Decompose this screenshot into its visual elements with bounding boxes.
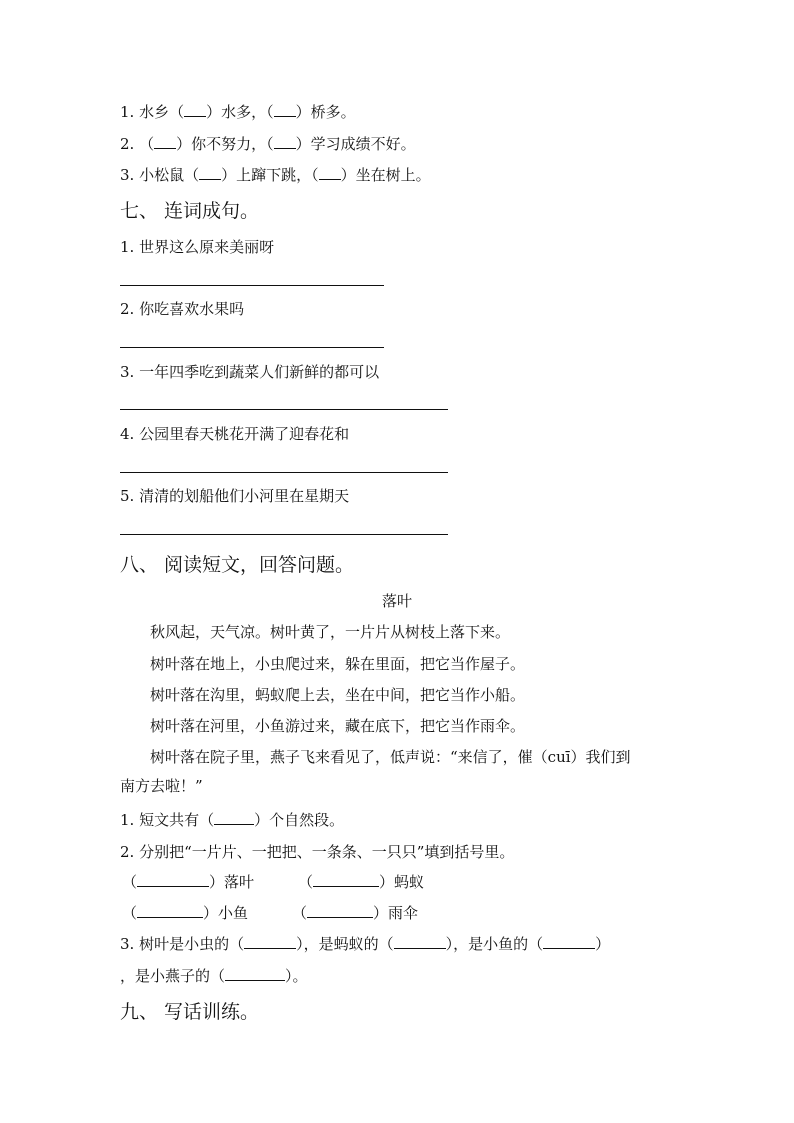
sentence-prompt-1: 1. 世界这么原来美丽呀: [120, 238, 275, 256]
reading-question-3-cont: [120, 966, 308, 986]
q2-item-2: [298, 872, 424, 892]
question-text: 1. 短文共有（: [120, 811, 215, 829]
fill-question-1: [120, 102, 356, 122]
section-8-heading: 八、 阅读短文，回答问题。: [120, 554, 355, 576]
answer-blank[interactable]: [137, 872, 209, 887]
item-text: ）雨伞: [373, 904, 419, 922]
question-number: 1.: [120, 103, 135, 121]
passage-paragraph: 树叶落在河里，小鱼游过来，藏在底下，把它当作雨伞。: [150, 717, 526, 735]
item-text: ）蚂蚁: [379, 873, 425, 891]
item-text: ）小鱼: [203, 904, 249, 922]
passage-paragraph: 树叶落在地上，小虫爬过来，躲在里面，把它当作屋子。: [150, 655, 526, 673]
question-text: ）学习成绩不好。: [295, 135, 416, 153]
bracket: （: [122, 873, 138, 891]
answer-line-3[interactable]: [120, 409, 448, 410]
question-text: ）桥多。: [295, 103, 356, 121]
question-text: ）你不努力，（: [176, 135, 274, 153]
reading-question-2: 2. 分别把“一片片、一把把、一条条、一只只”填到括号里。: [120, 843, 515, 861]
answer-blank[interactable]: [137, 903, 203, 918]
question-number: 2.: [120, 135, 135, 153]
sentence-prompt-2: 2. 你吃喜欢水果吗: [120, 300, 245, 318]
question-number: 3.: [120, 166, 135, 184]
answer-blank[interactable]: [199, 165, 221, 180]
section-7-heading: 七、 连词成句。: [120, 200, 260, 222]
sentence-prompt-5: 5. 清清的划船他们小河里在星期天: [120, 487, 350, 505]
question-text: 水乡（: [139, 103, 185, 121]
answer-line-5[interactable]: [120, 534, 448, 535]
question-text: ），是小鱼的（: [445, 935, 544, 953]
question-text: ）坐在树上。: [340, 166, 431, 184]
reading-question-3: [120, 934, 610, 954]
question-text: （: [139, 135, 155, 153]
passage-continuation: 南方去啦！”: [120, 777, 203, 795]
question-text: 3. 树叶是小虫的（: [120, 935, 245, 953]
fill-question-3: [120, 165, 431, 185]
sentence-prompt-3: 3. 一年四季吃到蔬菜人们新鲜的都可以: [120, 363, 380, 381]
question-text: ）上蹿下跳，（: [221, 166, 319, 184]
passage-paragraph: 树叶落在沟里，蚂蚁爬上去，坐在中间，把它当作小船。: [150, 686, 526, 704]
fill-question-2: [120, 134, 416, 154]
answer-line-2[interactable]: [120, 347, 384, 348]
answer-blank[interactable]: [225, 966, 285, 981]
sentence-prompt-4: 4. 公园里春天桃花开满了迎春花和: [120, 425, 350, 443]
answer-blank[interactable]: [244, 934, 296, 949]
question-text: ）个自然段。: [254, 811, 345, 829]
answer-blank[interactable]: [274, 102, 296, 117]
question-text: ）水多，（: [206, 103, 274, 121]
q2-item-4: [292, 903, 418, 923]
answer-line-1[interactable]: [120, 285, 384, 286]
passage-paragraph: 树叶落在院子里，燕子飞来看见了，低声说：“来信了，催（cuī）我们到: [150, 748, 631, 766]
q2-item-1: [122, 872, 254, 892]
answer-blank[interactable]: [184, 102, 206, 117]
answer-blank[interactable]: [313, 872, 379, 887]
answer-blank[interactable]: [543, 934, 595, 949]
answer-blank[interactable]: [214, 810, 254, 825]
bracket: （: [122, 904, 138, 922]
answer-blank[interactable]: [154, 134, 176, 149]
question-text: ），是蚂蚁的（: [296, 935, 394, 953]
answer-blank[interactable]: [274, 134, 296, 149]
bracket: （: [298, 873, 314, 891]
bracket: （: [292, 904, 308, 922]
passage-title: 落叶: [381, 592, 412, 610]
reading-question-1: [120, 810, 344, 830]
question-text: ）。: [285, 967, 308, 985]
item-text: ）落叶: [209, 873, 255, 891]
passage-paragraph: 秋风起，天气凉。树叶黄了，一片片从树枝上落下来。: [150, 623, 511, 641]
answer-blank[interactable]: [394, 934, 446, 949]
question-text: 小松鼠（: [139, 166, 200, 184]
answer-blank[interactable]: [307, 903, 373, 918]
q2-item-3: [122, 903, 248, 923]
section-9-heading: 九、 写话训练。: [120, 1001, 260, 1023]
question-text: ）: [595, 935, 611, 953]
answer-blank[interactable]: [319, 165, 341, 180]
answer-line-4[interactable]: [120, 472, 448, 473]
question-text: ，是小燕子的（: [120, 967, 226, 985]
